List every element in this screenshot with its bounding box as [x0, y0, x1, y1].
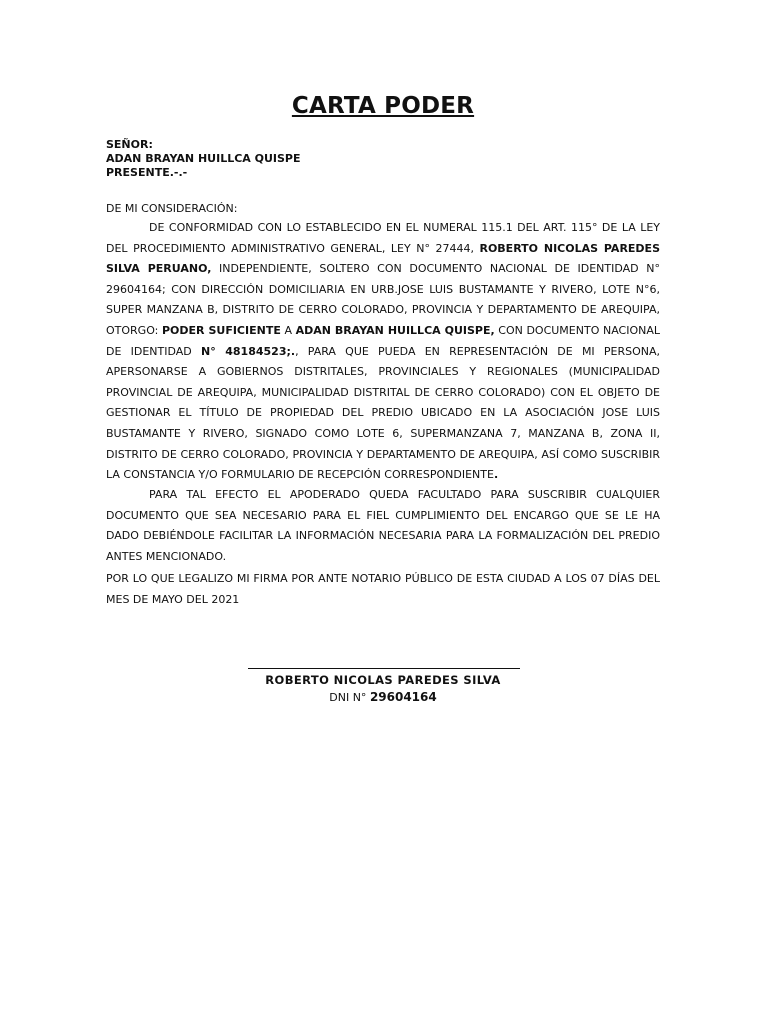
- signature-line: [248, 668, 520, 669]
- signatory-dni: [106, 690, 660, 704]
- addressee-presente: PRESENTE.-.-: [106, 166, 188, 179]
- p1-text-4: CON DOCUMENTO NACIONAL DE IDENTIDAD: [106, 323, 660, 358]
- paragraph-legalization: POR LO QUE LEGALIZO MI FIRMA POR ANTE NOTARIO PÚBLICO DE ESTA CIUDAD A LOS 07 DÍAS DEL MES DE MAYO DEL 2021: [106, 572, 660, 606]
- dni-number: 29604164: [369, 690, 437, 704]
- signatory-name: ROBERTO NICOLAS PAREDES SILVA: [265, 673, 501, 687]
- addressee-name: ADAN BRAYAN HUILLCA QUISPE: [106, 152, 301, 165]
- p1-text-5: , PARA QUE PUEDA EN REPRESENTACIÓN DE MI PERSONA, APERSONARSE A GOBIERNOS DISTRITALES, PROVINCIALES Y REGIONALES (MUNICIPALIDAD PROVINCIAL DE AREQUIPA, MUNICIPALIDAD DISTRITAL DE CERRO COLORADO) CON EL OBJETO DE GESTIONAR EL TÍTULO DE PROPIEDAD DEL PREDIO UBICADO EN LA ASOCIACIÓN JOSE LUIS BUSTAMANTE Y RIVERO, SIGNADO COMO LOTE 6, SUPERMANZANA 7, MANZANA B, ZONA II, DISTRITO DE CERRO COLORADO, PROVINCIA Y DEPARTAMENTO DE AREQUIPA, ASÍ COMO SUSCRIBIR LA CONSTANCIA Y/O FORMULARIO DE RECEPCIÓN CORRESPONDIENTE: [106, 344, 661, 482]
- p1-text-2: INDEPENDIENTE, SOLTERO CON DOCUMENTO NACIONAL DE IDENTIDAD N° 29604164; CON DIRECCIÓN DOMICILIARIA EN URB.JOSE LUIS BUSTAMANTE Y RIVERO, LOTE N°6, SUPER MANZANA B, DISTRITO DE CERRO COLORADO, PROVINCIA Y DEPARTAMENTO DE AREQUIPA, OTORGO:: [106, 262, 660, 337]
- greeting: DE MI CONSIDERACIÓN:: [106, 202, 238, 215]
- paragraph-authorization: PARA TAL EFECTO EL APODERADO QUEDA FACULTADO PARA SUSCRIBIR CUALQUIER DOCUMENTO QUE SEA NECESARIO PARA EL FIEL CUMPLIMIENTO DEL ENCARGO QUE SE LE HA DADO DEBIÉNDOLE FACILITAR LA INFORMACIÓN NECESARIA PARA LA FORMALIZACIÓN DEL PREDIO ANTES MENCIONADO.: [106, 488, 660, 563]
- p1-text-1: DE CONFORMIDAD CON LO ESTABLECIDO EN EL NUMERAL 115.1 DEL ART. 115° DE LA LEY DEL PROCEDIMIENTO ADMINISTRATIVO GENERAL, LEY N° 27444,: [106, 221, 660, 255]
- p1-text-3: A: [280, 323, 296, 337]
- attorney-name: ADAN BRAYAN HUILLCA QUISPE,: [295, 323, 495, 337]
- document-title: CARTA PODER: [291, 93, 475, 119]
- addressee-salutation: SEÑOR:: [106, 138, 153, 151]
- p1-final-period: .: [493, 468, 499, 482]
- dni-label: DNI N°: [329, 691, 367, 704]
- attorney-dni: N° 48184523;.: [200, 344, 296, 358]
- power-phrase: PODER SUFICIENTE: [162, 323, 281, 337]
- paragraph-grant-of-power: [106, 218, 660, 486]
- addressee-block: [106, 138, 301, 180]
- grantor-name: ROBERTO NICOLAS PAREDES SILVA PERUANO,: [106, 241, 660, 276]
